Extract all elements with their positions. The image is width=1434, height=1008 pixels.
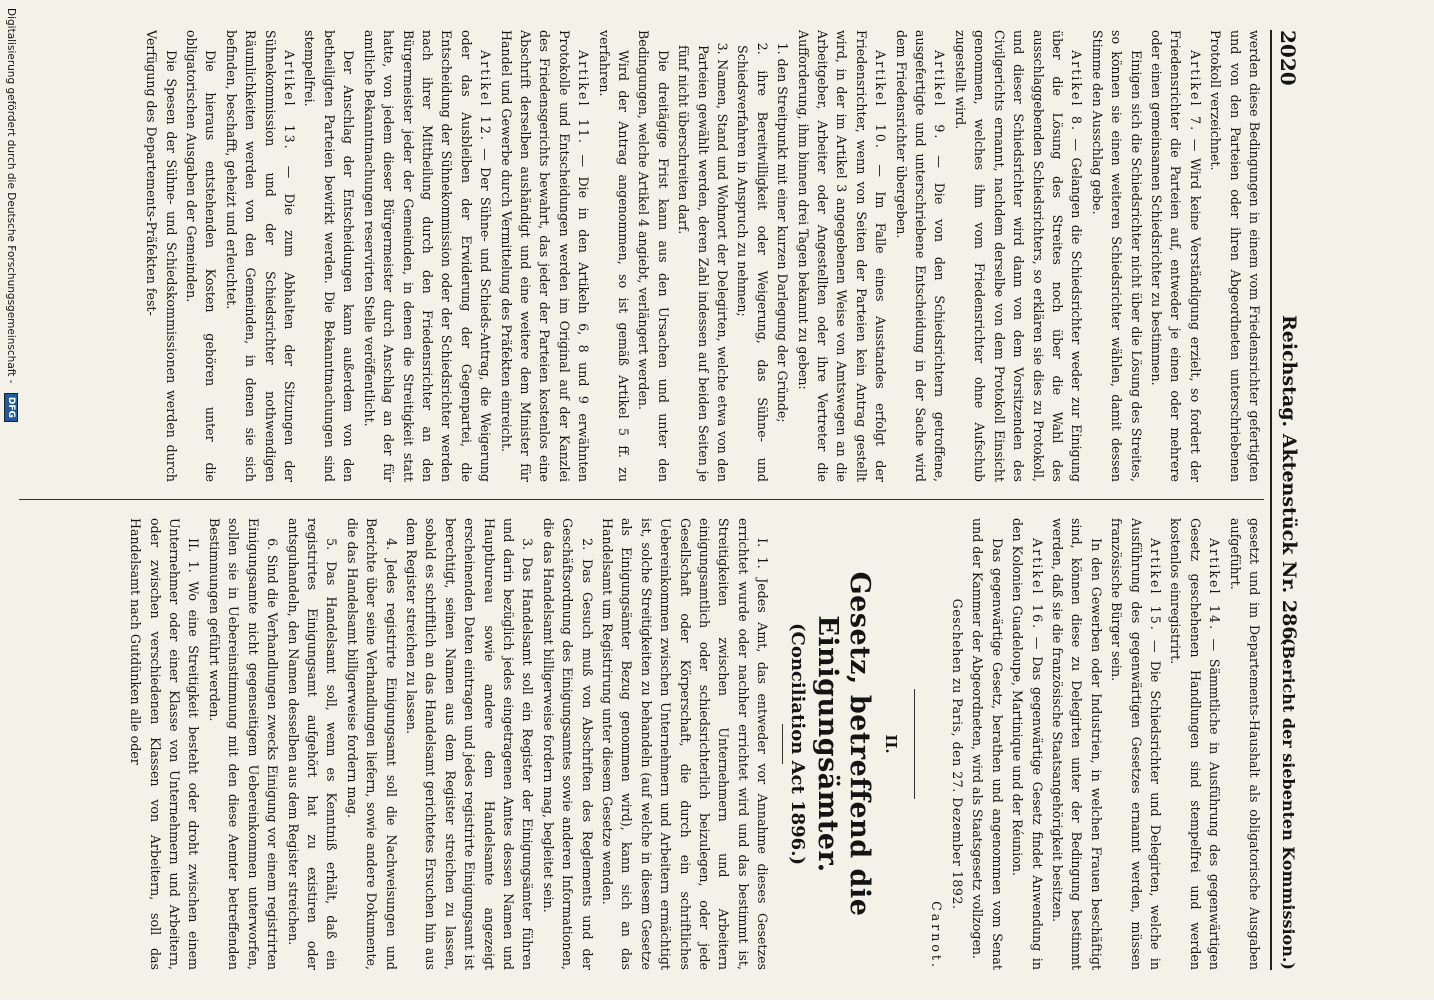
paragraph: Die Spesen der Sühne- und Schiedskommissionen werden durch Verfügung des Departements-Präfekten fest-: [144, 30, 179, 482]
law-title: Gesetz, betreffend die Einigungsämter.: [811, 571, 875, 917]
article-text: — Der Sühne- und Schieds-Antrag, die Weigerung oder das Ausbleiben der Erwiderung der Gegenpartei, die Entscheidung der Sühnekommission oder der Schiedsrichter werden nach ihrer Mittheilung durch den Friedensrichter an den Bürgermeister jeder der Gemeinden, in denen die Streitigkeit statt hatte, von jedem dieser Bürgermeister durch Anschlag an der für amtliche Bekanntmachungen reservirten Stelle veröffentlicht.: [361, 30, 494, 482]
article-text: — Wird keine Verständigung erzielt, so fordert der Friedensrichter die Parteien auf, entweder je einen oder mehrere oder einen gemeinsamen Schiedsrichter zu bestimmen.: [1148, 30, 1203, 482]
article-text: — Die Schiedsrichter und Delegirten, welche in Ausführung des gegenwärtigen Gesetzes ernannt werden, müssen französische Bürger sein.: [1109, 518, 1163, 970]
article-text: — Das gegenwärtige Gesetz findet Anwendung in den Kolonien Guadeloupe, Martinique und der Réunion.: [1010, 518, 1045, 970]
list-item: 1. den Streitpunkt mit einer kurzen Darlegung der Gründe;: [775, 42, 791, 423]
article-label: Artikel 13.: [282, 50, 298, 151]
article-text: — Gelangen die Schiedsrichter weder zur Einigung über die Lösung des Streites noch über die Wahl des ausschlaggebenden Schiedsrichters, so erklären sie dies zu Protokoll, und dieser Schiedsrichter wird dann von dem Vorsitzenden des Civilgerichts ernannt, nachdem derselbe von dem Protokoll Einsicht genommen, welches ihm vom Friedensrichter ohne Aufschub zugestellt wird.: [952, 30, 1085, 482]
right-column-law-text: [126, 518, 772, 970]
paragraph: werden diese Bedingungen in einem vom Friedensrichter gefertigten und von den Parteien oder ihren Abgeordneten unterschriebenen Protokoll verzeichnet.: [1208, 30, 1262, 482]
signature-name: Carnot.: [929, 901, 945, 970]
section-divider: [914, 689, 915, 799]
dfg-logo-icon: DFG: [4, 393, 18, 422]
column-divider: [19, 499, 1264, 500]
title-rule: [782, 724, 783, 764]
article-label: Artikel 10.: [873, 50, 889, 150]
article-label: Artikel 16.: [1029, 538, 1045, 631]
paragraph: Der Anschlag der Entscheidungen kann außerdem von den betheiligten Parteien bewirkt werden. Die Bekanntmachungen sind stempelfrei.: [302, 30, 357, 482]
article-label: Artikel 15.: [1147, 538, 1163, 632]
article-label: Artikel 7.: [1187, 50, 1203, 133]
paragraph: Die dreitägige Frist kann aus den Ursachen und unter den Bedingungen, welche Artikel 4 angiebt, verlängert werden.: [636, 30, 671, 482]
article-text: — Sämmtliche in Ausführung des gegenwärtigen Gesetz geschehenen Handlungen sind stempelfrei und werden kostenlos einregistrirt.: [1168, 518, 1223, 970]
article-paragraph: [1008, 518, 1047, 970]
running-title: Reichstag. Aktenstück Nr. 286.: [1278, 315, 1300, 647]
article-text: — Die in den Artikeln 6, 8 und 9 erwähnten Protokolle und Entscheidungen werden im Original auf der Kanzlei des Friedensgerichts bewahrt, das jeder der Parteien kostenlos eine Abschrift derselben aushändigt und eine weitere dem Minister für Handel und Gewerbe durch Vermittelung des Präfekten einreicht.: [498, 30, 592, 482]
article-text: — Die zum Abhalten der Sitzungen der Sühnekommission und der Schiedsrichter nothwendigen Räumlichkeiten werden von den Gemeinden, in denen sie sich befinden, beschafft, geheizt und erleuchtet.: [223, 30, 298, 482]
right-column-articles: [968, 518, 1264, 970]
credit-text: Digitalisierung gefördert durch die Deutsche Forschungsgemeinschaft -: [5, 8, 17, 384]
article-paragraph: [221, 30, 299, 482]
paragraph: Einigen sich die Schiedsrichter nicht über die Lösung des Streites, so können sie einen weiteren Schiedsrichter wählen, damit dessen Stimme den Ausschlag gebe.: [1089, 30, 1144, 482]
page-header: [1270, 30, 1306, 970]
article-paragraph: [1166, 518, 1224, 970]
paragraph: 5. Das Handelsamt soll, wenn es Kenntniß erhält, daß ein registrirtes Einigungsamt aufgehört hat zu existiren oder antsguhandeln, den Namen desselben aus dem Register streichen.: [285, 518, 340, 970]
article-paragraph: [891, 30, 949, 482]
list-item: 2. ihre Bereitwilligkeit oder Weigerung, das Sühne- und Schiedsverfahren in Anspruch zu nehmen;: [735, 42, 770, 482]
article-paragraph: [1107, 518, 1165, 970]
page-number: 2020: [1276, 30, 1300, 86]
running-subtitle: (Bericht der siebenten Kommission.): [1279, 637, 1298, 970]
article-paragraph: [359, 30, 495, 482]
paragraph: 4. Jedes registrirte Einigungsamt soll die Nachweisungen und Berichte über seine Verhandlungen liefern, sowie andere Dokumente, die das Handelsamt billigerweise fordern mag.: [344, 518, 399, 970]
digitization-credit: [0, 0, 22, 1008]
signature-place-date: Geschehen zu Paris, den 27. Dezember 1892.: [949, 598, 965, 910]
article-label: Artikel 12.: [478, 50, 494, 142]
paragraph: 2. Das Gesuch muß von Abschriften des Reglements und der Geschäftsordnung des Einigungsamtes sowie anderen Informationen, die das Handelsamt billigerweise fordern mag, begleitet sein.: [540, 518, 595, 970]
page-sheet: [16, 30, 1306, 970]
paragraph: 6. Sind die Verhandlungen zwecks Einigung vor einem registrirten Einigungsamte nicht gegenseitigem Uebereinkommen unterworfen, sollen sie in Uebereinstimmung mit den diese Aemter betreffenden Bestimmungen geführt werden.: [206, 518, 281, 970]
paragraph: Wird der Antrag angenommen, so ist gemäß Artikel 5 ff. zu verfahren.: [596, 30, 631, 482]
article-label: Artikel 14.: [1207, 538, 1223, 632]
paragraph: II. 1. Wo eine Streitigkeit besteht oder droht zwischen einem Unternehmer oder einer Klasse von Unternehmern und Arbeitern, oder zwischen verschiedenen Klassen von Arbeitern, soll das Handelsamt nach Gutdünken alle oder: [128, 518, 202, 970]
paragraph: Die hieraus entstehenden Kosten gehören unter die obligatorischen Ausgaben der Gemeinden.: [184, 30, 219, 482]
paragraph: 3. Das Handelsamt soll ein Register der Einigungsämter führen und darin bezüglich jedes eingetragenen Amtes dessen Namen und Hauptbureau sowie andere dem Handelsamte angezeigt erscheinenden Daten eintragen und jedes registrirte Einigungsamt ist berechtigt, seinen Namen aus dem Register streichen zu lassen, sobald es schriftlich an das Handelsamt gerichtetes Ersuchen hin aus dem Register streichen zu lassen.: [403, 518, 536, 970]
section-number: II.: [882, 734, 901, 754]
paragraph: gesetzt und im Departements-Haushalt als obligatorische Ausgaben aufgeführt.: [1227, 518, 1262, 970]
article-label: Artikel 11.: [576, 50, 592, 145]
paragraph: Das gegenwärtige Gesetz, berathen und angenommen vom Senat und der Kammer der Abgeordneten, wird als Staatsgesetz vollzogen.: [970, 518, 1005, 970]
list-item: 3. Namen, Stand und Wohnort der Delegirten, welche etwa von den Parteien gewählt werden, deren Zahl indessen auf beiden Seiten je fünf nicht überschreiten darf.: [676, 42, 731, 482]
right-column: [19, 518, 1264, 970]
article-label: Artikel 8.: [1069, 50, 1085, 132]
paragraph: I. 1. Jedes Amt, das entweder vor Annahme dieses Gesetzes errichtet wurde oder nachher errichtet wird und das bestimmt ist, Streitigkeiten zwischen Unternehmern und Arbeitern einigungsamtlich oder schiedsrichterlich beizulegen, oder jede Gesellschaft oder Körperschaft, die durch ein schriftliches Uebereinkommen zwischen Unternehmern und Arbeitern ermächtigt ist, solche Streitigkeiten zu behandeln (auf welche in diesem Gesetze als Einigungsämter Bezug genommen wird), kann sich an das Handelsamt um Registrirung unter diesem Gesetze wenden.: [600, 518, 771, 970]
article-paragraph: [951, 30, 1087, 482]
law-subtitle: (Conciliation Act 1896.): [786, 623, 808, 865]
article-paragraph: [1147, 30, 1205, 482]
article-text: — Die von den Schiedsrichtern getroffene, ausgefertigte und unterschriebene Entscheidung in der Sache wird dem Friedensrichter übergeben.: [893, 30, 948, 482]
left-column: [19, 30, 1264, 482]
paragraph: In den Gewerben oder Industrien, in welchen Frauen beschäftigt sind, können diese zu Delegirten unter der Bedingung bestimmt werden, daß sie die französische Staatsangehörigkeit besitzen.: [1049, 518, 1104, 970]
article-label: Artikel 9.: [932, 50, 948, 141]
article-paragraph: [496, 30, 593, 482]
article-text: — Im Falle eines Ausstandes erfolgt der Friedensrichter, wenn von Seiten der Parteien kein Antrag gestellt wird, in der im Artikel 3 angegebenen Weise von Amtswegen an die Arbeitgeber, Arbeiter oder Angestellten oder ihre Vertreter die Aufforderung, ihm binnen drei Tagen bekannt zu geben:: [795, 30, 889, 482]
article-paragraph: [793, 30, 890, 482]
